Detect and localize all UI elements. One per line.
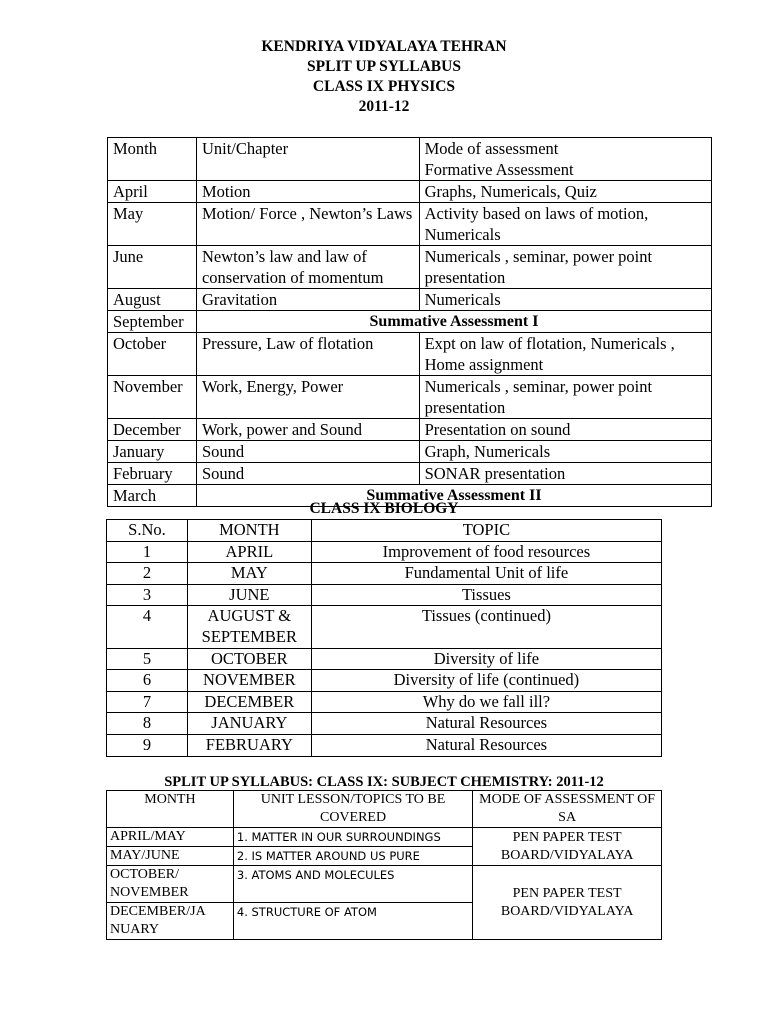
table-row	[107, 584, 662, 606]
unit-cell: Sound	[196, 441, 419, 463]
unit-cell: Pressure, Law of flotation	[196, 333, 419, 376]
month-cell: FEBRUARY	[187, 734, 311, 756]
table-header-row	[108, 138, 712, 181]
month-cell: March	[108, 485, 197, 507]
unit-cell: Gravitation	[196, 289, 419, 311]
sno-cell: 7	[107, 691, 188, 713]
physics-table	[107, 137, 712, 507]
month-cell: MAY/JUNE	[107, 847, 234, 866]
month-cell: APRIL	[187, 541, 311, 563]
header-month: Month	[108, 138, 197, 181]
table-row	[107, 691, 662, 713]
header-month: MONTH	[107, 791, 234, 828]
topic-cell: Natural Resources	[311, 734, 661, 756]
table-row	[108, 441, 712, 463]
assessment-cell: PEN PAPER TEST BOARD/VIDYALAYA	[473, 828, 662, 866]
month-cell: NOVEMBER	[187, 670, 311, 692]
topic-cell: 4. STRUCTURE OF ATOM	[233, 903, 472, 940]
unit-cell: Work, Energy, Power	[196, 376, 419, 419]
month-cell: JUNE	[187, 584, 311, 606]
month-cell: September	[108, 311, 197, 333]
mode-cell: Presentation on sound	[419, 419, 711, 441]
topic-cell: Tissues	[311, 584, 661, 606]
mode-cell: Numericals , seminar, power point presentation	[419, 246, 711, 289]
table-row	[107, 648, 662, 670]
document-header	[0, 37, 768, 117]
mode-cell: Numericals	[419, 289, 711, 311]
header-topic: TOPIC	[311, 520, 661, 542]
table-header-row	[107, 791, 662, 828]
header-unit: Unit/Chapter	[196, 138, 419, 181]
month-cell: AUGUST & SEPTEMBER	[187, 606, 311, 648]
topic-cell: Why do we fall ill?	[311, 691, 661, 713]
summative-assessment-cell: Summative Assessment II	[196, 485, 711, 507]
header-month: MONTH	[187, 520, 311, 542]
table-row	[107, 734, 662, 756]
mode-cell: Expt on law of flotation, Numericals , Home assignment	[419, 333, 711, 376]
month-cell: December	[108, 419, 197, 441]
table-row	[108, 181, 712, 203]
unit-cell: Motion	[196, 181, 419, 203]
table-row	[108, 246, 712, 289]
table-row	[108, 419, 712, 441]
month-cell: APRIL/MAY	[107, 828, 234, 847]
table-row	[107, 866, 662, 903]
header-sno: S.No.	[107, 520, 188, 542]
sno-cell: 4	[107, 606, 188, 648]
sno-cell: 9	[107, 734, 188, 756]
month-cell: DECEMBER/JA NUARY	[107, 903, 234, 940]
sno-cell: 5	[107, 648, 188, 670]
academic-year: 2011-12	[358, 98, 410, 115]
sno-cell: 2	[107, 563, 188, 585]
table-row	[107, 670, 662, 692]
chemistry-table	[106, 790, 662, 940]
sno-cell: 6	[107, 670, 188, 692]
subject-title: CLASS IX PHYSICS	[312, 78, 456, 95]
month-cell: DECEMBER	[187, 691, 311, 713]
topic-cell: Fundamental Unit of life	[311, 563, 661, 585]
summative-assessment-cell: Summative Assessment I	[196, 311, 711, 333]
unit-cell: Newton’s law and law of conservation of momentum	[196, 246, 419, 289]
topic-cell: Improvement of food resources	[311, 541, 661, 563]
biology-table	[106, 519, 662, 757]
header-mode: MODE OF ASSESSMENT OF SA	[473, 791, 662, 828]
sno-cell: 3	[107, 584, 188, 606]
table-row	[107, 606, 662, 648]
month-cell: JANUARY	[187, 713, 311, 735]
topic-cell: Diversity of life (continued)	[311, 670, 661, 692]
header-mode	[419, 138, 711, 181]
topic-cell: Natural Resources	[311, 713, 661, 735]
topic-cell: Tissues (continued)	[311, 606, 661, 648]
month-cell: June	[108, 246, 197, 289]
topic-cell: 2. IS MATTER AROUND US PURE	[233, 847, 472, 866]
table-row	[108, 203, 712, 246]
document-title: SPLIT UP SYLLABUS	[307, 58, 461, 75]
month-cell: OCTOBER	[187, 648, 311, 670]
table-row	[108, 376, 712, 419]
month-cell: MAY	[187, 563, 311, 585]
table-row	[107, 541, 662, 563]
mode-cell: Graphs, Numericals, Quiz	[419, 181, 711, 203]
unit-cell: Sound	[196, 463, 419, 485]
biology-title: CLASS IX BIOLOGY	[309, 500, 459, 517]
month-cell: April	[108, 181, 197, 203]
header-mode-line1: Mode of assessment	[424, 139, 559, 158]
header-mode-line2: Formative Assessment	[424, 160, 574, 179]
unit-cell: Motion/ Force , Newton’s Laws	[196, 203, 419, 246]
assessment-cell: PEN PAPER TEST BOARD/VIDYALAYA	[473, 866, 662, 940]
topic-cell: 3. ATOMS AND MOLECULES	[233, 866, 472, 903]
school-name: KENDRIYA VIDYALAYA TEHRAN	[261, 38, 507, 55]
month-cell: January	[108, 441, 197, 463]
table-row	[107, 713, 662, 735]
month-cell: October	[108, 333, 197, 376]
table-row	[108, 463, 712, 485]
table-row	[108, 311, 712, 333]
table-row	[108, 289, 712, 311]
table-row	[107, 828, 662, 847]
mode-cell: Graph, Numericals	[419, 441, 711, 463]
month-cell: OCTOBER/ NOVEMBER	[107, 866, 234, 903]
table-row	[107, 563, 662, 585]
month-cell: August	[108, 289, 197, 311]
month-cell: February	[108, 463, 197, 485]
unit-cell: Work, power and Sound	[196, 419, 419, 441]
mode-cell: Activity based on laws of motion, Numericals	[419, 203, 711, 246]
table-header-row	[107, 520, 662, 542]
mode-cell: SONAR presentation	[419, 463, 711, 485]
chemistry-title: SPLIT UP SYLLABUS: CLASS IX: SUBJECT CHEMISTRY: 2011-12	[164, 774, 604, 790]
sno-cell: 8	[107, 713, 188, 735]
table-row	[108, 333, 712, 376]
month-cell: May	[108, 203, 197, 246]
topic-cell: 1. MATTER IN OUR SURROUNDINGS	[233, 828, 472, 847]
header-topics: UNIT LESSON/TOPICS TO BE COVERED	[233, 791, 472, 828]
sno-cell: 1	[107, 541, 188, 563]
topic-cell: Diversity of life	[311, 648, 661, 670]
mode-cell: Numericals , seminar, power point presentation	[419, 376, 711, 419]
month-cell: November	[108, 376, 197, 419]
